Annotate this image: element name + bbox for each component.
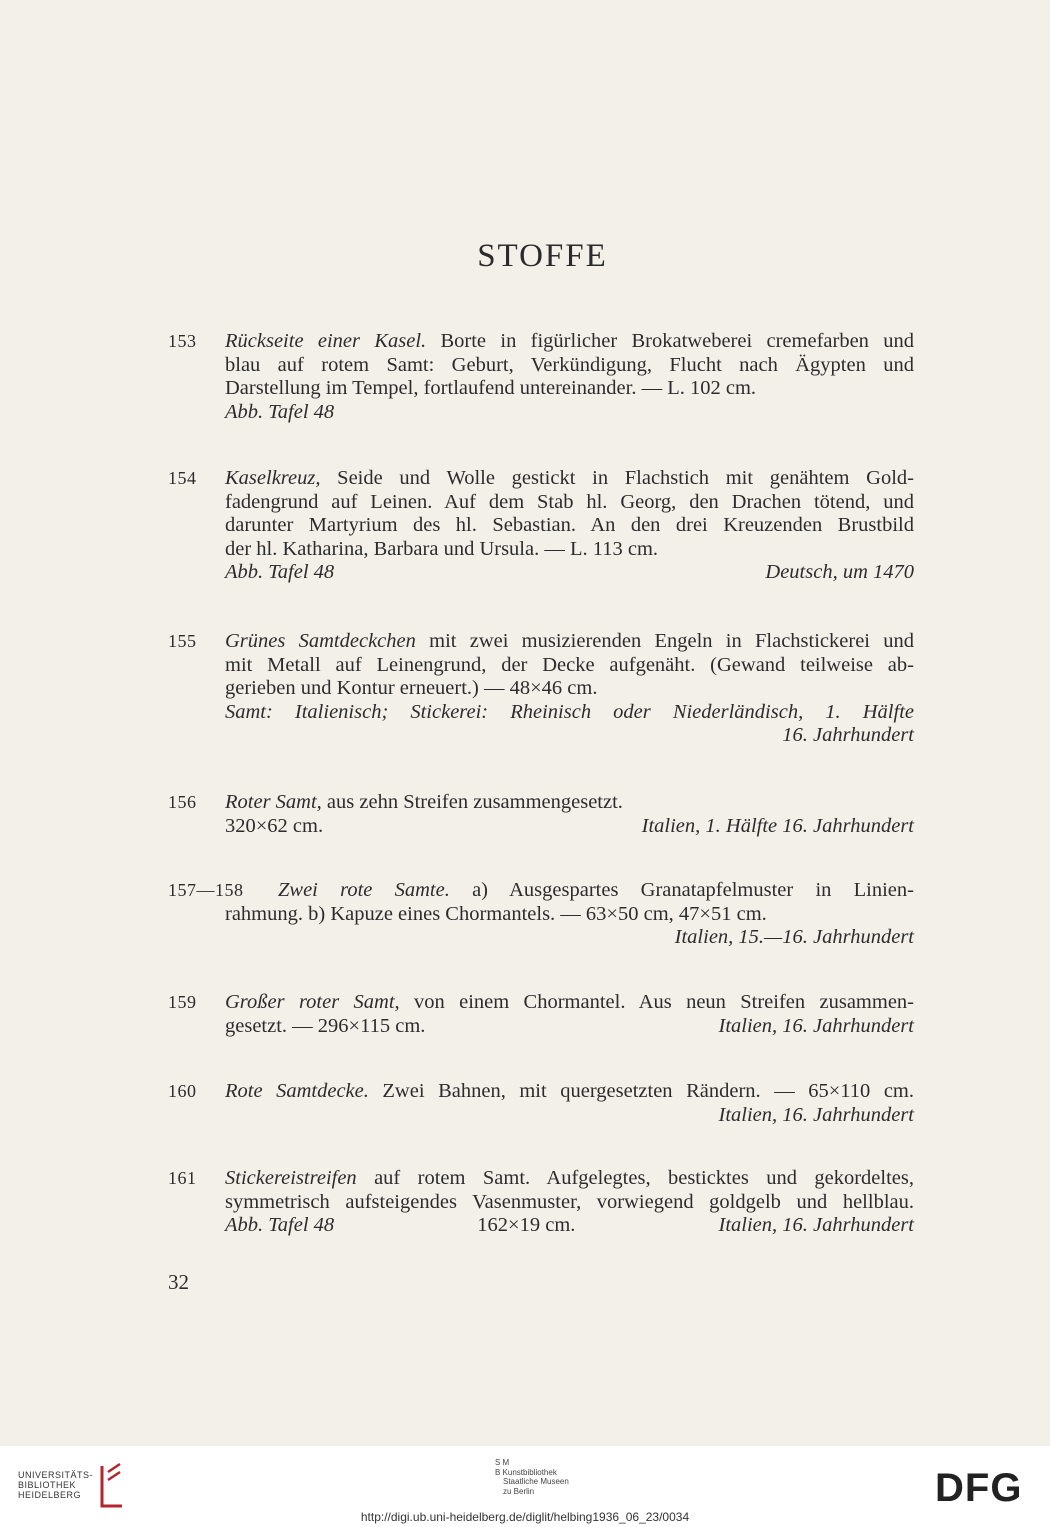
entry-plate-reference: Abb. Tafel 48	[225, 400, 335, 423]
page-title: STOFFE	[477, 238, 608, 274]
entry-body	[225, 467, 914, 585]
entry-origin: Italien, 1. Hälfte 16. Jahrhundert	[641, 814, 914, 837]
entry-line: der hl. Katharina, Barbara und Ursula. — L. 113 cm.	[225, 537, 659, 560]
entry-title: Kaselkreuz,	[225, 467, 321, 489]
catalog-entry-160	[168, 1080, 914, 1130]
entry-origin: Italien, 16. Jahrhundert	[718, 1014, 914, 1037]
entry-number: 153	[168, 331, 197, 351]
library-logo-text: UNIVERSITÄTS- BIBLIOTHEK HEIDELBERG	[18, 1470, 94, 1500]
entry-meta-row	[225, 1214, 914, 1238]
entry-body	[225, 630, 914, 748]
entry-number: 157—158	[168, 880, 244, 900]
entry-title: Grünes Samtdeckchen	[225, 630, 416, 652]
entry-line: darunter Martyrium des hl. Sebastian. An den drei Kreuzenden Brustbild	[225, 514, 914, 536]
entry-title: Stickereistreifen	[225, 1167, 357, 1189]
entry-line: Zwei rote Samte. a) Ausgespartes Granatapfelmuster in Linien-	[278, 879, 914, 901]
entry-meta-row	[225, 1015, 914, 1039]
entry-body	[225, 1167, 914, 1238]
entry-number: 154	[168, 468, 197, 488]
entry-dimensions: 162×19 cm.	[477, 1214, 576, 1236]
entry-dimensions: gesetzt. — 296×115 cm.	[225, 1014, 426, 1037]
entry-line: mit Metall auf Leinengrund, der Decke aufgenäht. (Gewand teilweise ab-	[225, 653, 914, 676]
catalog-entry-156	[168, 791, 914, 841]
entry-number: 161	[168, 1168, 197, 1188]
entry-origin: Samt: Italienisch; Stickerei: Rheinisch oder Niederländisch, 1. Hälfte	[225, 700, 914, 723]
entry-plate-reference: Abb. Tafel 48	[225, 1214, 335, 1236]
entry-number: 155	[168, 631, 197, 651]
entry-body	[225, 991, 914, 1038]
source-url-link[interactable]: http://digi.ub.uni-heidelberg.de/diglit/helbing1936_06_23/0034	[360, 1510, 690, 1524]
entry-number: 160	[168, 1081, 197, 1101]
entry-title: Zwei rote Samte.	[278, 879, 450, 901]
entry-line: Kaselkreuz, Seide und Wolle gestickt in Flachstich mit genähtem Gold-	[225, 467, 914, 489]
entry-dimensions: 320×62 cm.	[225, 814, 324, 837]
catalog-entry-161	[168, 1167, 914, 1242]
entry-body	[225, 1080, 914, 1127]
entry-title: Rückseite einer Kasel.	[225, 330, 427, 352]
entry-number: 159	[168, 992, 197, 1012]
entry-line: symmetrisch aufsteigendes Vasenmuster, vorwiegend goldgelb und hellblau.	[225, 1190, 914, 1213]
entry-line: blau auf rotem Samt: Geburt, Verkündigung, Flucht nach Ägypten und	[225, 353, 914, 376]
entry-origin: Italien, 16. Jahrhundert	[718, 1214, 914, 1236]
entry-line: Grünes Samtdeckchen mit zwei musizierenden Engeln in Flachstickerei und	[225, 630, 914, 652]
entry-line: Rückseite einer Kasel. Borte in figürlicher Brokatweberei cremefarben und	[225, 330, 915, 352]
entry-origin: Deutsch, um 1470	[765, 561, 914, 583]
entry-origin: Italien, 16. Jahrhundert	[718, 1103, 914, 1126]
entry-line: Darstellung im Tempel, fortlaufend untereinander. — L. 102 cm.	[225, 377, 757, 399]
page-number: 32	[168, 1270, 189, 1294]
entry-line: Großer roter Samt, von einem Chormantel. Aus neun Streifen zusammen-	[225, 991, 914, 1013]
smb-logo-text: S M B Kunstbibliothek Staatliche Museen zu Berlin	[495, 1458, 569, 1496]
library-logo-icon	[96, 1462, 126, 1514]
entry-title: Roter Samt,	[225, 791, 322, 813]
entry-line: Rote Samtdecke. Zwei Bahnen, mit quergesetzten Rändern. — 65×110 cm.	[225, 1080, 914, 1102]
entry-line: Stickereistreifen auf rotem Samt. Aufgelegtes, besticktes und gekordeltes,	[225, 1167, 914, 1189]
catalog-entry-157-158	[168, 879, 914, 951]
entry-body	[225, 879, 914, 950]
entry-meta-row	[225, 561, 914, 585]
entry-title: Großer roter Samt,	[225, 991, 400, 1013]
entry-body	[225, 791, 914, 838]
entry-line: rahmung. b) Kapuze eines Chormantels. — 63×50 cm, 47×51 cm.	[225, 902, 767, 925]
entry-origin: Italien, 15.—16. Jahrhundert	[674, 926, 914, 948]
catalog-entry-159	[168, 991, 914, 1041]
dfg-logo: DFG	[935, 1466, 1023, 1510]
entry-plate-reference: Abb. Tafel 48	[225, 561, 335, 583]
catalog-entry-153	[168, 330, 914, 430]
entry-line: fadengrund auf Leinen. Auf dem Stab hl. Georg, den Drachen tötend, und	[225, 490, 914, 513]
entry-origin-continued: 16. Jahrhundert	[782, 724, 914, 746]
entry-title: Rote Samtdecke.	[225, 1080, 369, 1102]
entry-line: Roter Samt, aus zehn Streifen zusammengesetzt.	[225, 791, 623, 813]
entry-number: 156	[168, 792, 197, 812]
entry-meta-row	[225, 815, 914, 839]
entry-body	[225, 330, 914, 424]
entry-line: gerieben und Kontur erneuert.) — 48×46 cm.	[225, 677, 598, 699]
catalog-entry-154	[168, 467, 914, 592]
catalog-entry-155	[168, 630, 914, 750]
